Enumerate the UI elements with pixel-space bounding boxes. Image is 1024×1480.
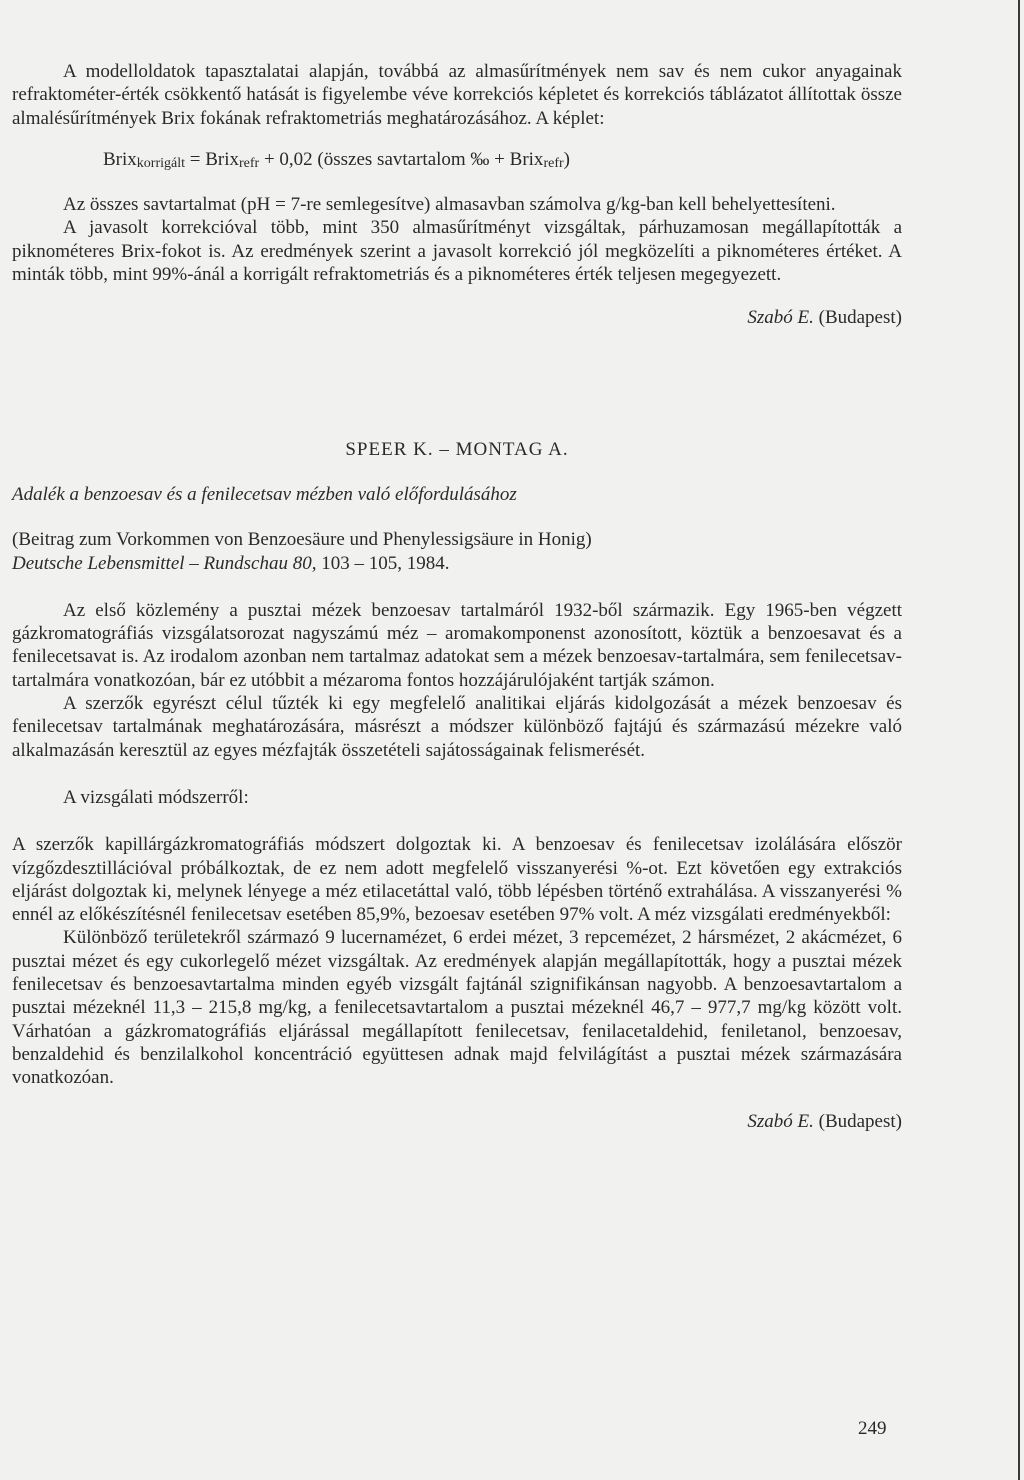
formula-sub-refr-1: refr xyxy=(239,155,260,171)
formula-sub-refr-2: refr xyxy=(543,155,564,171)
formula-eq: = Brix xyxy=(185,148,239,170)
formula-brix: Brix xyxy=(103,148,137,170)
journal-citation xyxy=(12,552,902,575)
article1-signature xyxy=(12,306,902,329)
journal-pages: 103 – 105, 1984. xyxy=(316,552,450,574)
article2-paragraph-1: Az első közlemény a pusztai mézek benzoesav tartalmáról 1932-ből származik. Egy 1965-ben végzett gázkromatográfiás vizsgálatsorozat nagyszámú méz – aromakomponenst azonosított, köztük a benzoesavat és a fenilecetsavat is. Az irodalom azonban nem tartalmaz adatokat sem a mézek benzoesav-tartalmára, sem fenilecetsav-tartalmára vonatkozóan, bár ez utóbbit a mézaroma fontos hozzájárulójaként tartják számon. xyxy=(12,599,902,691)
article2-authors: SPEER K. – MONTAG A. xyxy=(345,438,569,460)
article2-title: Adalék a benzoesav és a fenilecetsav mézben való előfordulásához xyxy=(12,483,517,505)
article1-paragraph-1: A modelloldatok tapasztalatai alapján, továbbá az almasűrítmények nem sav és nem cukor anyagainak refraktométer-érték csökkentő hatását is figyelembe véve korrekciós képletet és korrekciós táblázatot állítottak össze almalésűrítmények Brix fokának refraktometriás meghatározásához. A képlet: xyxy=(12,61,902,129)
signature-name: Szabó E. xyxy=(747,307,814,329)
signature-name-2: Szabó E. xyxy=(747,1110,814,1132)
article2-signature xyxy=(12,1110,902,1133)
journal-name: Deutsche Lebensmittel – Rundschau 80, xyxy=(12,552,317,574)
article2-paragraph-2: A szerzők egyrészt célul tűzték ki egy megfelelő analitikai eljárás kidolgozását a mézek benzoesav és fenilecetsav tartalmának meghatározására, másrészt a módszer különböző fajtájú és származású mézekre való alkalmazásán keresztül az egyes mézfajták összetételi sajátosságainak felismerését. xyxy=(12,693,902,761)
article1-paragraph-2: Az összes savtartalmat (pH = 7-re semlegesítve) almasavban számolva g/kg-ban kell behelyettesíteni. xyxy=(63,194,836,216)
signature-place-2: (Budapest) xyxy=(813,1110,902,1132)
signature-place: (Budapest) xyxy=(813,307,902,329)
formula-mid: + 0,02 (összes savtartalom ‰ + Brix xyxy=(259,148,544,170)
original-title: (Beitrag zum Vorkommen von Benzoesäure und Phenylessigsäure in Honig) xyxy=(12,529,592,551)
page-content xyxy=(12,60,902,1133)
page-edge xyxy=(1018,0,1020,1480)
article2-paragraph-4: Különböző területekről származó 9 lucernamézet, 6 erdei mézet, 3 repcemézet, 2 hársmézet, 2 akácmézet, 6 pusztai mézet és egy cukorlegelő mézet vizsgáltak. Az eredmények alapján megállapították, hogy a pusztai mézek fenilecetsav és benzoesavtartalma minden egyéb vizsgált fajtánál szignifikánsan nagyobb. A benzoesavtartalom a pusztai mézeknél 11,3 – 215,8 mg/kg, a fenilecetsavtartalom a pusztai mézeknél 46,7 – 977,7 mg/kg között volt. Várhatóan a gázkromatográfiás eljárással megállapított fenilecetsav, fenilacetaldehid, feniletanol, benzoesav, benzaldehid és benzilalkohol koncentráció együttesen adnak majd felvilágítást a pusztai mézek származására vonatkozóan. xyxy=(12,927,902,1089)
brix-formula xyxy=(103,148,902,175)
formula-end: ) xyxy=(563,148,570,170)
article2-source xyxy=(12,528,902,575)
page-number: 249 xyxy=(858,1418,887,1439)
article1-paragraph-3: A javasolt korrekcióval több, mint 350 almasűrítményt vizsgáltak, párhuzamosan megállapították a piknométeres Brix-fokot is. Az eredmények szerint a javasolt korrekció jól megközelíti a piknométeres értéket. A minták több, mint 99%-ánál a korrigált refraktometriás és a piknométeres érték teljesen megegyezett. xyxy=(12,217,902,286)
method-heading: A vizsgálati módszerről: xyxy=(63,786,249,808)
article2-paragraph-3: A szerzők kapillárgázkromatográfiás módszert dolgoztak ki. A benzoesav és fenilecetsav izolálására először vízgőzdesztillációval próbálkoztak, de ez nem adott megfelelő visszanyerési %-ot. Ezt követően egy extrakciós eljárást dolgoztak ki, melynek lényege a méz etilacetáttal való, több lépésben történő extrahálása. A visszanyerési % ennél az előkészítésnél fenilecetsav esetében 85,9%, bezoesav esetében 97% volt. A méz vizsgálati eredményekből: xyxy=(12,834,902,926)
formula-sub-korrigalt: korrigált xyxy=(136,155,185,171)
